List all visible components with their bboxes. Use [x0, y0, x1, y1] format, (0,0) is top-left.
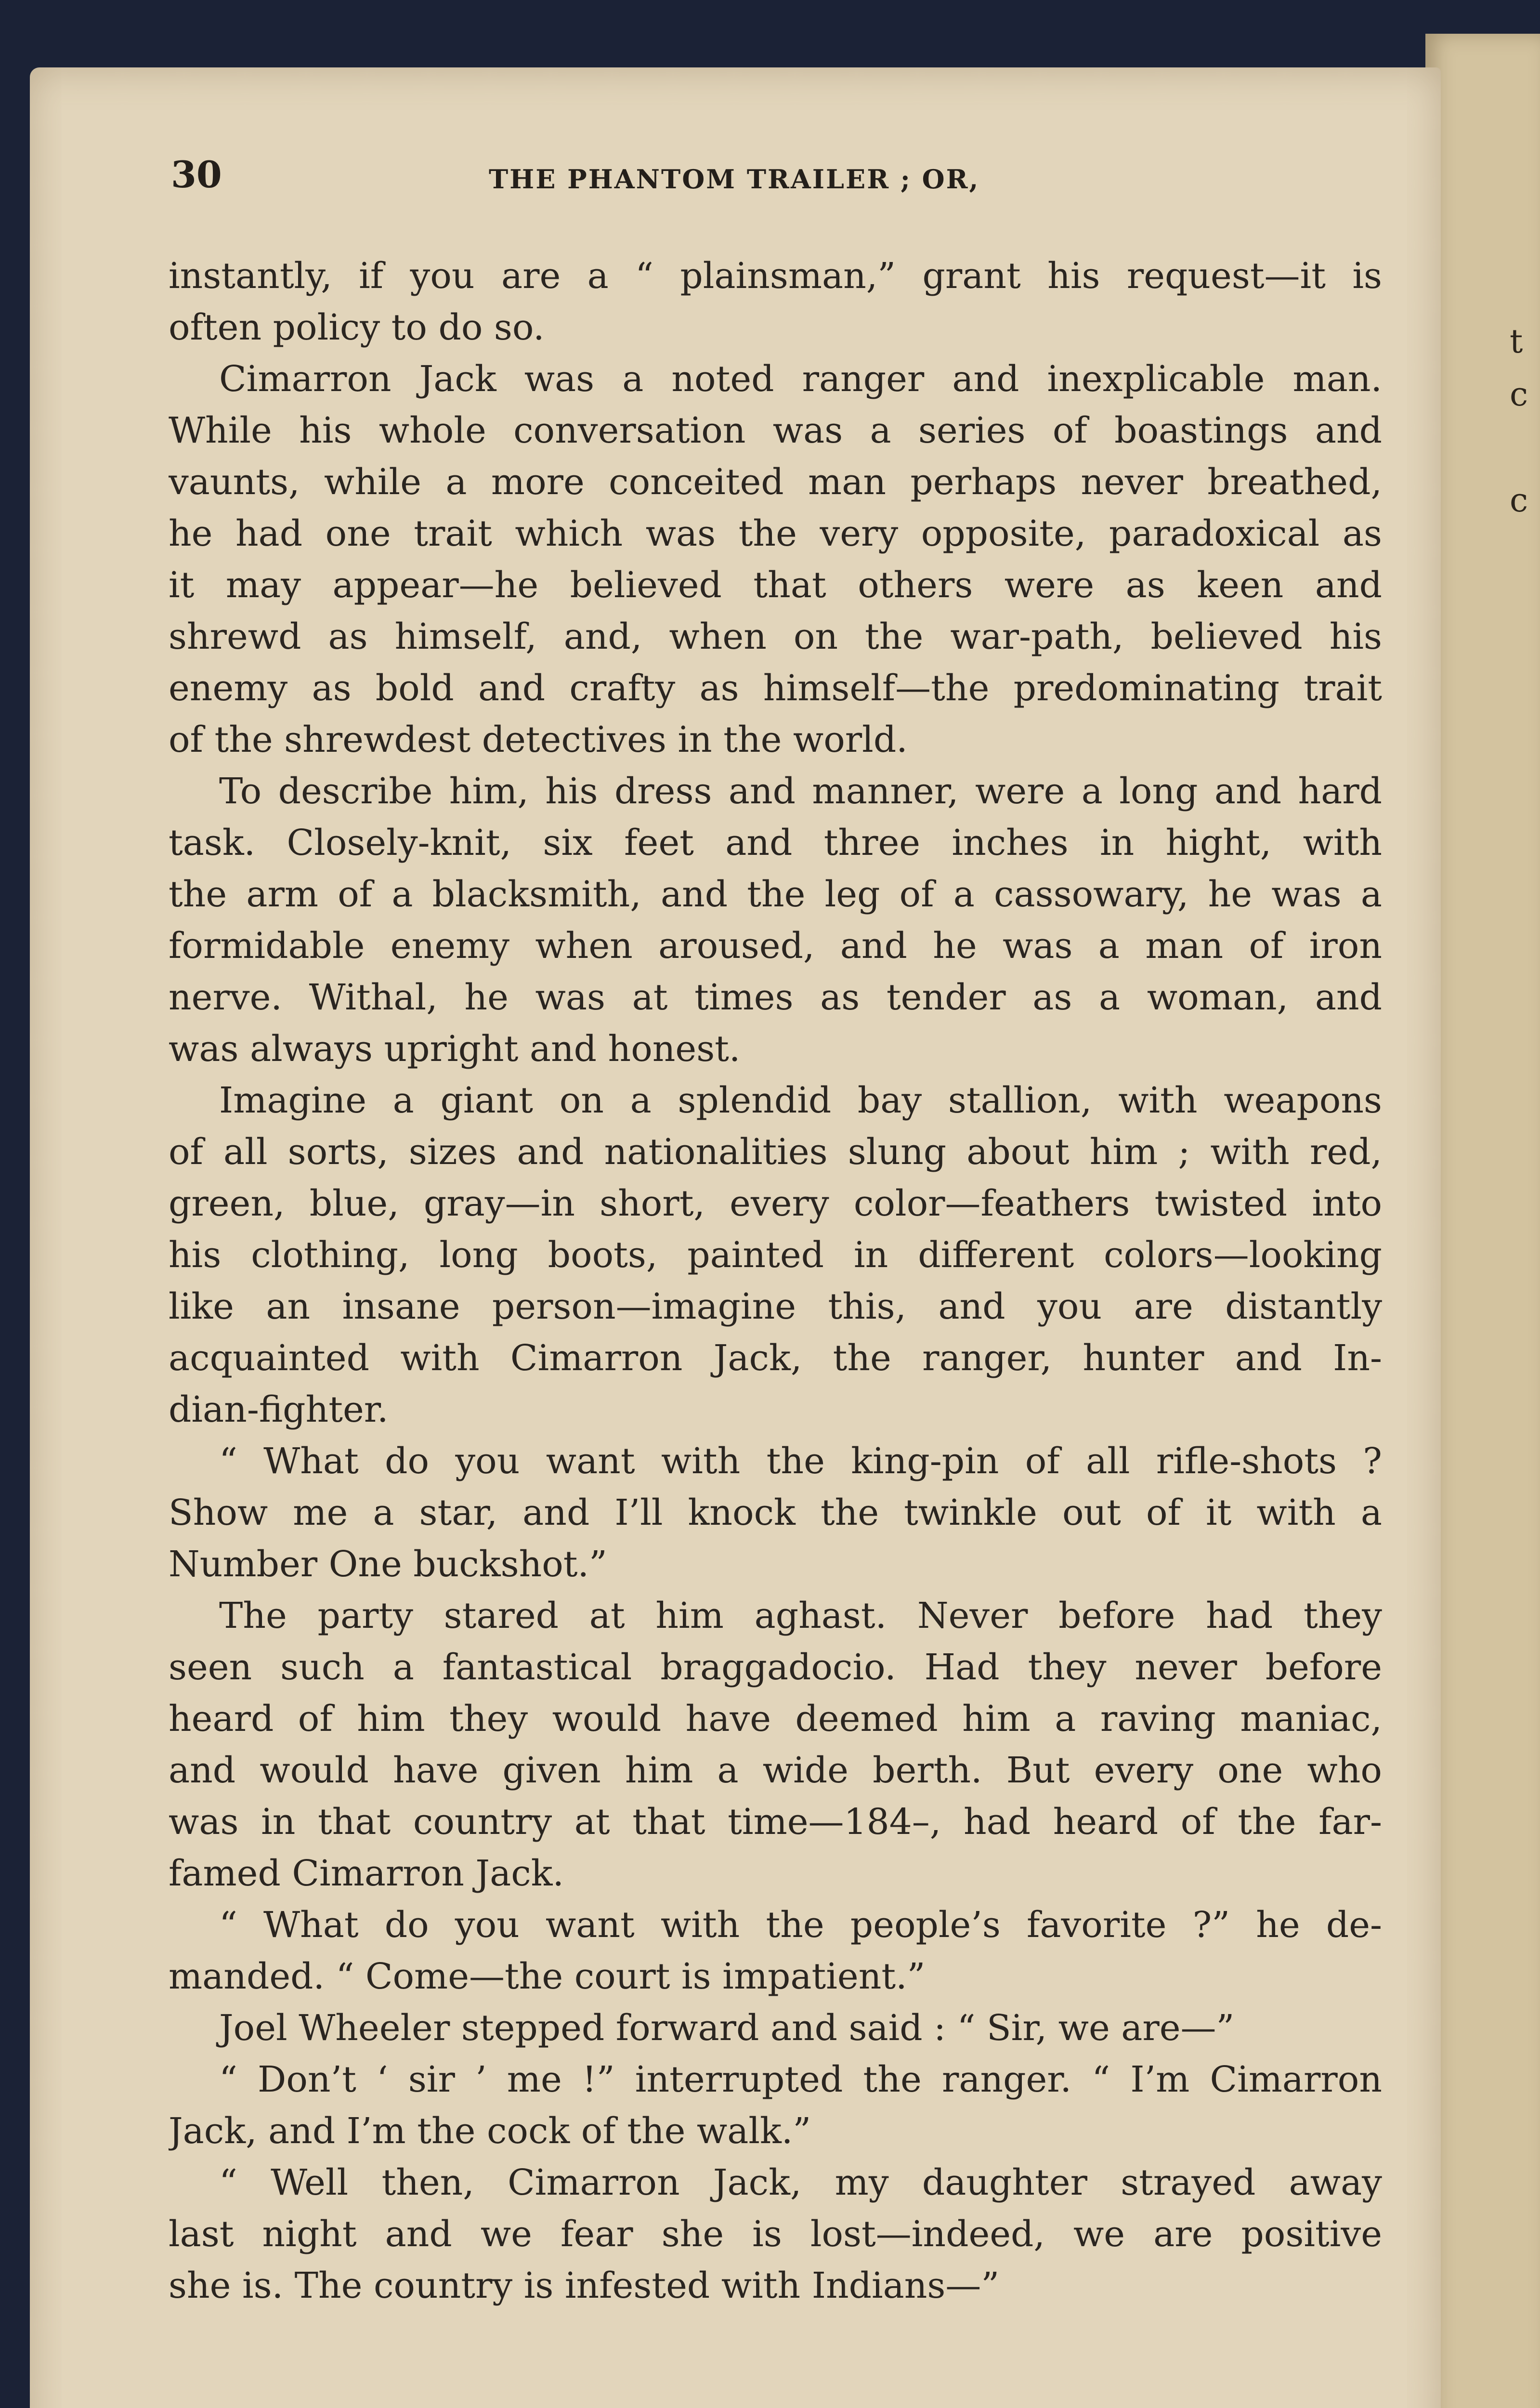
- text-line: Imagine a giant on a splendid bay stallion, with weapons: [219, 1080, 1382, 1121]
- text-line: “ Well then, Cimarron Jack, my daughter strayed away: [219, 2162, 1382, 2203]
- text-line: famed Cimarron Jack.: [169, 1853, 564, 1894]
- adjacent-page-fragment: c: [1510, 482, 1528, 520]
- text-line: often policy to do so.: [169, 307, 545, 348]
- running-title: THE PHANTOM TRAILER ; OR,: [489, 164, 980, 195]
- text-line: last night and we fear she is lost—indeed, we are positive: [169, 2213, 1382, 2255]
- text-line: of all sorts, sizes and nationalities slung about him ; with red,: [169, 1131, 1382, 1173]
- page-body-text: [169, 250, 1382, 2312]
- text-line: heard of him they would have deemed him a raving maniac,: [169, 1698, 1382, 1740]
- text-line: she is. The country is infested with Indians—”: [169, 2265, 1000, 2306]
- text-line: While his whole conversation was a series of boastings and: [169, 410, 1382, 451]
- text-line: manded. “ Come—the court is impatient.”: [169, 1956, 926, 1997]
- adjacent-page-fragment: c: [1510, 376, 1528, 414]
- text-line: seen such a fantastical braggadocio. Had they never before: [169, 1647, 1382, 1688]
- text-line: Joel Wheeler stepped forward and said : “ Sir, we are—”: [219, 2007, 1235, 2049]
- text-line: he had one trait which was the very opposite, paradoxical as: [169, 513, 1382, 554]
- text-line: was always upright and honest.: [169, 1028, 741, 1070]
- text-line: Show me a star, and I’ll knock the twinkle out of it with a: [169, 1492, 1382, 1533]
- page-header: [171, 153, 1375, 206]
- text-line: his clothing, long boots, painted in different colors—looking: [169, 1234, 1382, 1276]
- text-line: acquainted with Cimarron Jack, the ranger, hunter and In-: [169, 1337, 1382, 1379]
- text-line: instantly, if you are a “ plainsman,” grant his request—it is: [169, 255, 1382, 297]
- text-line: Jack, and I’m the cock of the walk.”: [169, 2110, 811, 2152]
- text-line: “ Don’t ‘ sir ’ me !” interrupted the ranger. “ I’m Cimarron: [219, 2059, 1382, 2100]
- text-line: of the shrewdest detectives in the world.: [169, 719, 908, 760]
- text-line: vaunts, while a more conceited man perhaps never breathed,: [169, 461, 1382, 503]
- adjacent-page-edge: [1425, 34, 1540, 2408]
- text-line: and would have given him a wide berth. But every one who: [169, 1750, 1382, 1791]
- adjacent-page-fragment: t: [1510, 323, 1523, 361]
- text-line: like an insane person—imagine this, and you are distantly: [169, 1286, 1382, 1327]
- text-line: “ What do you want with the king-pin of all rifle-shots ?: [219, 1440, 1382, 1482]
- text-line: was in that country at that time—184–, had heard of the far-: [169, 1801, 1382, 1843]
- text-line: shrewd as himself, and, when on the war-path, believed his: [169, 616, 1382, 657]
- text-line: Cimarron Jack was a noted ranger and inexplicable man.: [219, 358, 1382, 400]
- text-line: Number One buckshot.”: [169, 1544, 607, 1585]
- text-line: “ What do you want with the people’s favorite ?” he de-: [219, 1904, 1382, 1946]
- text-line: formidable enemy when aroused, and he was a man of iron: [169, 925, 1382, 967]
- text-line: enemy as bold and crafty as himself—the predominating trait: [169, 667, 1382, 709]
- text-line: The party stared at him aghast. Never before had they: [219, 1595, 1382, 1636]
- text-line: dian-fighter.: [169, 1389, 389, 1430]
- text-line: the arm of a blacksmith, and the leg of a cassowary, he was a: [169, 874, 1382, 915]
- text-line: it may appear—he believed that others were as keen and: [169, 564, 1382, 606]
- text-line: green, blue, gray—in short, every color—feathers twisted into: [169, 1183, 1382, 1224]
- text-line: task. Closely-knit, six feet and three inches in hight, with: [169, 822, 1382, 864]
- page-number: 30: [171, 153, 222, 196]
- text-line: To describe him, his dress and manner, were a long and hard: [219, 771, 1382, 812]
- text-line: nerve. Withal, he was at times as tender as a woman, and: [169, 977, 1382, 1018]
